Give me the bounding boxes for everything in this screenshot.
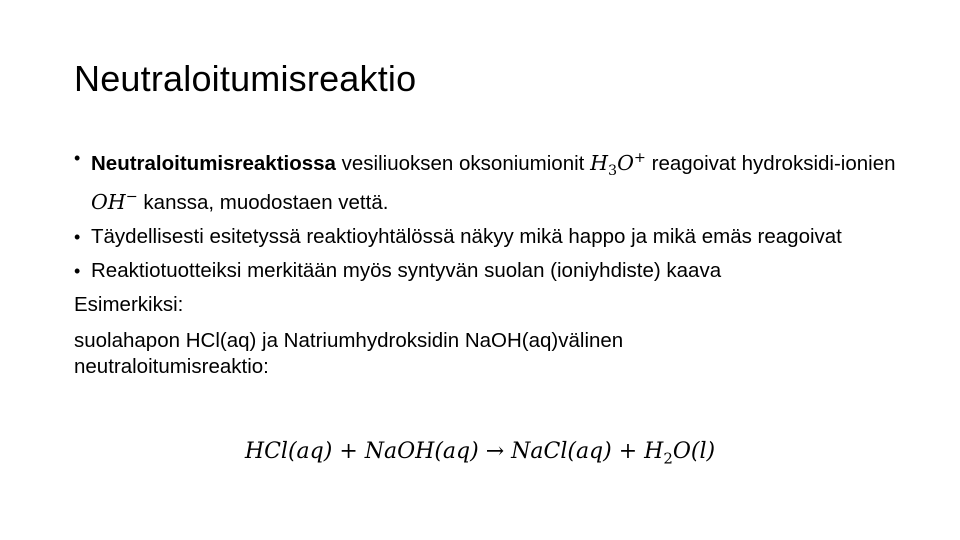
bullet-icon: • — [74, 260, 81, 281]
formula-subscript: 3 — [607, 162, 618, 179]
bullet-text-part: reagoivat hydroksidi-ionien — [645, 151, 896, 175]
bullet-text: Täydellisesti esitetyssä reaktioyhtälössä näkyy mikä happo ja mikä emäs reagoivat — [91, 224, 842, 248]
bullet-item-complete-equation — [74, 224, 904, 250]
bullet-icon: • — [74, 148, 81, 168]
reaction-equation — [0, 437, 960, 473]
bullet-text: Reaktiotuotteiksi merkitään myös syntyvän suolan (ioniyhdiste) kaava — [91, 258, 722, 282]
bullet-item-salt-formula — [74, 258, 904, 284]
formula-charge: − — [125, 188, 138, 205]
example-label: Esimerkiksi: — [74, 292, 184, 316]
bullet-icon: • — [74, 226, 81, 247]
equation-right: O(l) — [672, 439, 716, 464]
formula-element: OH — [91, 189, 126, 214]
formula-element: O — [617, 150, 634, 175]
hydroxide-formula — [91, 190, 138, 214]
example-text: suolahapon HCl(aq) ja Natriumhydroksidin NaOH(aq)välinen neutraloitumisreaktio: — [74, 328, 624, 378]
bullet-list — [74, 145, 904, 284]
formula-element: H — [590, 150, 608, 175]
bold-term: Neutraloitumisreaktiossa — [91, 151, 336, 175]
slide-body — [74, 145, 904, 380]
equation-left: HCl(aq) + NaOH(aq) → NaCl(aq) + H — [244, 439, 664, 464]
formula-charge: + — [633, 150, 646, 166]
bullet-text-part: vesiliuoksen oksoniumionit — [335, 151, 591, 175]
bullet-text-part: kanssa, muodostaen vettä. — [137, 190, 389, 214]
bullet-item-neutralization-definition — [74, 145, 904, 216]
equation-subscript: 2 — [663, 449, 673, 468]
oxonium-formula — [590, 150, 646, 179]
slide-title: Neutraloitumisreaktio — [74, 58, 417, 99]
